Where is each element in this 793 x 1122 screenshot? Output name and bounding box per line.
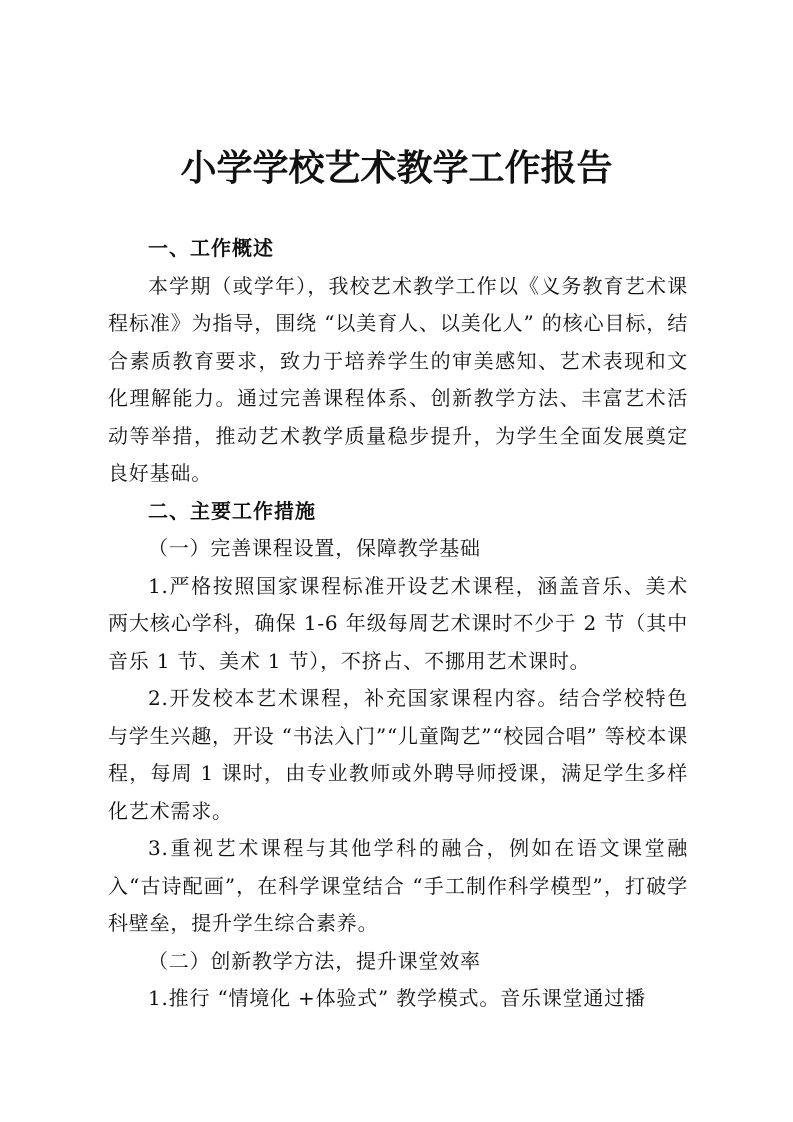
paragraph-curriculum-1: 1.严格按照国家课程标准开设艺术课程，涵盖音乐、美术两大核心学科，确保 1-6 年级每周艺术课时不少于 2 节（其中音乐 1 节、美术 1 节），不挤占、不挪用艺术课时。 xyxy=(108,573,688,673)
section-heading-overview: 一、工作概述 xyxy=(148,236,274,260)
document-body xyxy=(108,230,688,1018)
section-heading-measures: 二、主要工作措施 xyxy=(148,498,316,523)
document-title: 小学学校艺术教学工作报告 xyxy=(180,148,613,189)
paragraph-teaching-methods-1: 1.推行 “情境化 +体验式” 教学模式。音乐课堂通过播 xyxy=(148,986,646,1010)
subheading-curriculum: （一）完善课程设置，保障教学基础 xyxy=(148,536,481,560)
paragraph-overview: 本学期（或学年），我校艺术教学工作以《义务教育艺术课程标准》为指导，围绕 “以美育人、以美化人” 的核心目标，结合素质教育要求，致力于培养学生的审美感知、艺术表现和文化理解能力。通过完善课程体系、创新教学方法、丰富艺术活动等举措，推动艺术教学质量稳步提升，为学生全面发展奠定良好基础。 xyxy=(108,273,688,485)
paragraph-curriculum-3: 3.重视艺术课程与其他学科的融合，例如在语文课堂融入“古诗配画”，在科学课堂结合 “手工制作科学模型”，打破学科壁垒，提升学生综合素养。 xyxy=(108,836,688,935)
subheading-teaching-methods: （二）创新教学方法，提升课堂效率 xyxy=(148,948,481,973)
paragraph-curriculum-2: 2.开发校本艺术课程，补充国家课程内容。结合学校特色与学生兴趣，开设 “书法入门”“儿童陶艺”“校园合唱” 等校本课程，每周 1 课时，由专业教师或外聘导师授课，满足学生多样化艺术需求。 xyxy=(108,686,688,823)
